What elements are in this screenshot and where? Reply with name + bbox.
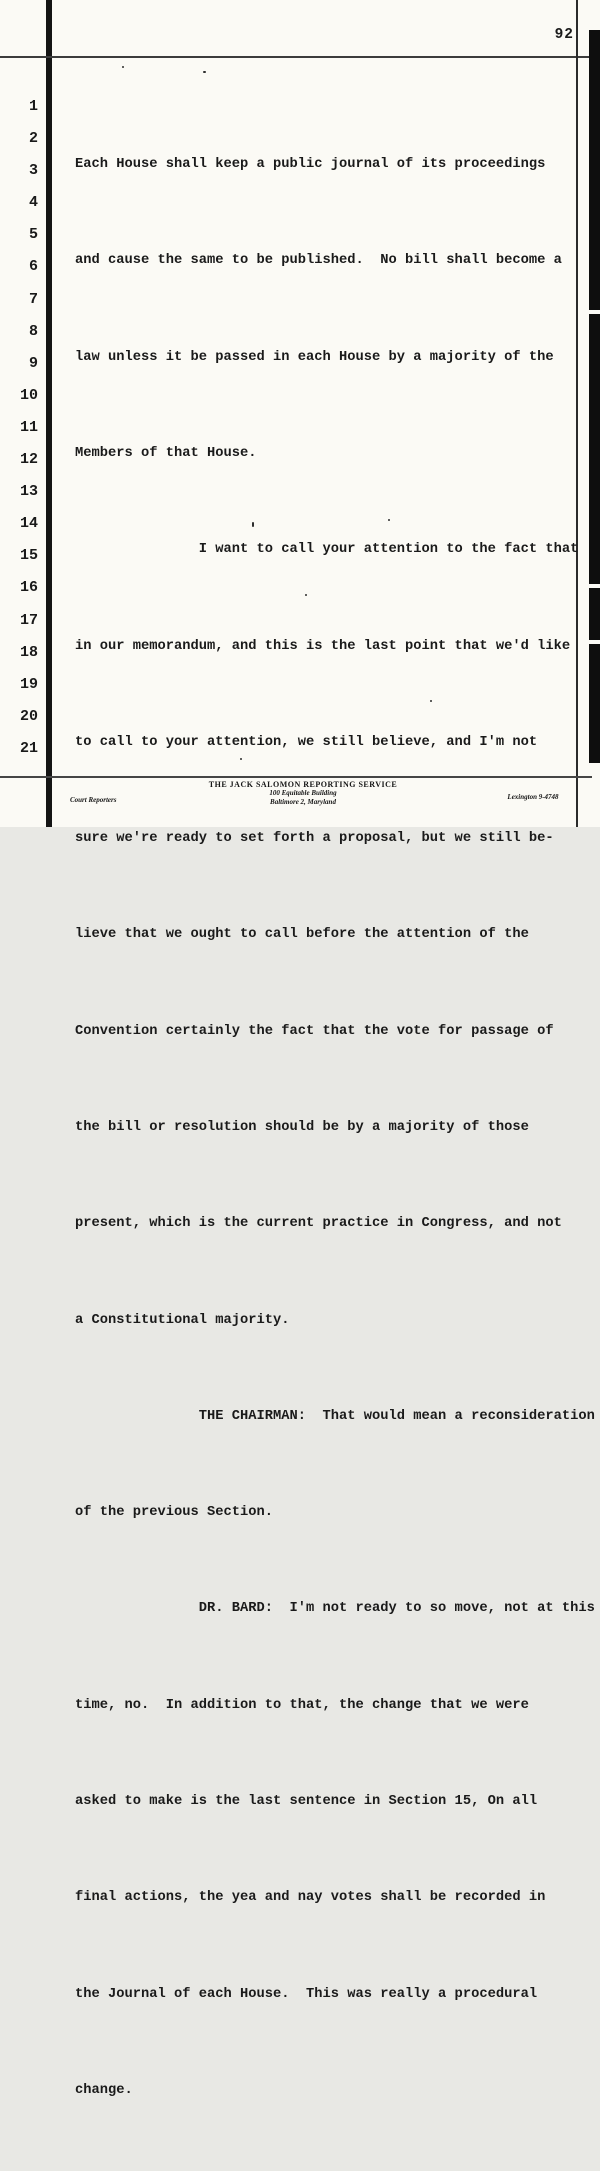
footer-address-line2: Baltimore 2, Maryland [270, 797, 336, 806]
line-number: 13 [19, 483, 38, 501]
line-number: 20 [19, 707, 38, 725]
transcript-line: the bill or resolution should be by a majority of those [75, 1120, 529, 1135]
footer-rule [0, 776, 592, 778]
transcript-line: sure we're ready to set forth a proposal, but we still be- [75, 831, 554, 847]
transcript-line: final actions, the yea and nay votes shall be recorded in [75, 1890, 546, 1906]
transcript-line: THE CHAIRMAN: That would mean a reconsideration [75, 1408, 595, 1424]
scan-speck [122, 66, 124, 68]
transcript-line: in our memorandum, and this is the last point that we'd like [75, 638, 571, 654]
transcript-line: Each House shall keep a public journal of its proceedings [75, 157, 546, 173]
left-binding-bar [46, 0, 52, 827]
line-number-column [0, 91, 38, 765]
footer-address-line1: 100 Equitable Building [269, 789, 337, 797]
page-number: 92 [554, 27, 574, 43]
transcript-line: change. [75, 2082, 133, 2098]
line-number: 18 [19, 643, 38, 661]
line-number: 21 [19, 739, 38, 757]
scan-speck [252, 522, 254, 527]
transcript-line: to call to your attention, we still believe, and I'm not [75, 734, 538, 750]
scan-speck [203, 71, 206, 73]
footer-service-name: THE JACK SALOMON REPORTING SERVICE [208, 780, 398, 789]
scan-speck [430, 700, 432, 702]
scan-speck [305, 594, 307, 596]
transcript-body [75, 85, 600, 2171]
footer-reporting-service-block [153, 780, 453, 806]
line-number: 10 [19, 386, 38, 404]
line-number: 11 [19, 418, 38, 436]
line-number: 16 [19, 579, 38, 597]
line-number: 4 [28, 194, 38, 212]
line-number: 7 [28, 290, 38, 308]
transcript-line: the Journal of each House. This was really a procedural [75, 1986, 538, 2002]
line-number: 9 [28, 354, 38, 372]
scan-speck [388, 519, 390, 521]
transcript-line: asked to make is the last sentence in Section 15, On all [75, 1793, 538, 1809]
line-number: 19 [19, 675, 38, 693]
line-number: 2 [28, 130, 38, 148]
footer-court-reporters: Court Reporters [70, 796, 117, 804]
transcript-line: law unless it be passed in each House by a majority of the [75, 349, 554, 365]
line-number: 8 [28, 322, 38, 340]
line-number: 1 [28, 98, 38, 115]
transcript-line: time, no. In addition to that, the change that we were [75, 1697, 529, 1713]
transcript-line: of the previous Section. [75, 1505, 274, 1521]
footer-phone: Lexington 9-4748 [507, 793, 559, 801]
line-number: 3 [28, 162, 38, 180]
transcript-line: present, which is the current practice in Congress, and not [75, 1216, 562, 1232]
transcript-line: Convention certainly the fact that the vote for passage of [75, 1023, 554, 1039]
transcript-line: I want to call your attention to the fact that [75, 542, 579, 558]
line-number: 12 [19, 451, 38, 469]
line-number: 5 [28, 226, 38, 244]
line-number: 14 [19, 515, 38, 533]
line-number: 15 [19, 547, 38, 565]
transcript-line: Members of that House. [75, 446, 257, 462]
transcript-line: and cause the same to be published. No bill shall become a [75, 253, 562, 269]
scan-speck [240, 758, 242, 760]
line-number: 17 [19, 611, 38, 629]
header-rule [0, 56, 600, 58]
line-number: 6 [28, 258, 38, 276]
transcript-line: lieve that we ought to call before the attention of the [75, 927, 529, 943]
transcript-line: a Constitutional majority. [75, 1312, 290, 1328]
transcript-line: DR. BARD: I'm not ready to so move, not at this [75, 1601, 595, 1617]
